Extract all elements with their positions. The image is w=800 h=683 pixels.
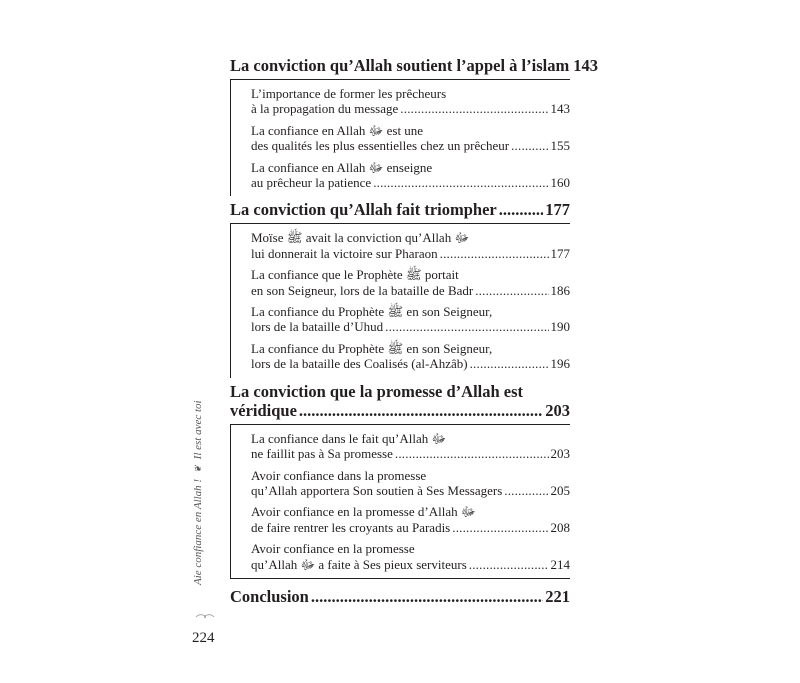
toc-section — [230, 52, 598, 196]
page-ref: 221 — [545, 586, 570, 606]
page-ref: 190 — [550, 319, 570, 335]
conclusion-entry[interactable] — [230, 578, 570, 606]
section-title[interactable] — [230, 196, 570, 223]
section-title-text: véridique — [230, 400, 297, 420]
page-ref: 208 — [550, 519, 570, 535]
page-number: 224 — [192, 630, 215, 646]
toc-section — [230, 378, 570, 578]
page-ref: 155 — [550, 138, 570, 154]
toc-entry[interactable]: La confiance du Prophète ﷺ en son Seigneur, lors de la bataille d’Uhud ..... 190 — [251, 304, 570, 335]
toc-entry[interactable]: La confiance du Prophète ﷺ en son Seigneur, lors de la bataille des Coalisés (al-Ahzâb) ..... 196 — [251, 341, 570, 372]
page-ref: 177 — [550, 245, 570, 261]
toc-entry[interactable]: Moïse ﷺ avait la conviction qu’Allah ﷻ lui donnerait la victoire sur Pharaon ..... 177 — [251, 230, 570, 261]
section-title[interactable] — [230, 52, 598, 79]
section-entries — [230, 223, 570, 377]
toc-entry[interactable]: Avoir confiance dans la promesse qu’Allah apportera Son soutien à Ses Messagers ..... 205 — [251, 468, 570, 499]
toc-entry[interactable]: La confiance que le Prophète ﷺ portait en son Seigneur, lors de la bataille de Badr ..... 186 — [251, 267, 570, 298]
fleuron-icon: ❦ — [193, 465, 203, 473]
toc-entry[interactable]: Avoir confiance en la promesse qu’Allah ﷻ a faite à Ses pieux serviteurs ..... 214 — [251, 541, 570, 572]
toc-entry[interactable]: La confiance en Allah ﷻ enseigne au prêcheur la patience ..... 160 — [251, 160, 570, 191]
ornament-icon — [195, 612, 215, 620]
running-header — [192, 400, 204, 585]
page-ref: 196 — [550, 356, 570, 372]
toc-section — [230, 196, 570, 377]
running-header-left: Aie confiance en Allah ! — [192, 478, 204, 585]
page-ref: 186 — [550, 282, 570, 298]
section-entries — [230, 424, 570, 578]
section-title-text: La conviction qu’Allah fait triompher — [230, 200, 497, 220]
toc-entry[interactable]: Avoir confiance en la promesse d’Allah ﷻ de faire rentrer les croyants au Paradis ..... 208 — [251, 504, 570, 535]
page-ref: 214 — [550, 556, 570, 572]
toc-entry[interactable]: L’importance de former les prêcheurs à la propagation du message ..... 143 — [251, 86, 570, 117]
page-ref: 143 — [550, 101, 570, 117]
page-ref: 177 — [545, 200, 570, 220]
page-ref: 203 — [545, 400, 570, 420]
toc-entry[interactable]: La confiance dans le fait qu’Allah ﷻ ne faillit pas à Sa promesse ..... 203 — [251, 431, 570, 462]
page-ref: 143 — [573, 56, 598, 75]
conclusion-title: Conclusion — [230, 586, 309, 606]
page-ref: 205 — [550, 482, 570, 498]
section-entries — [230, 79, 570, 196]
running-header-right: Il est avec toi — [192, 400, 204, 460]
page-ref: 203 — [550, 446, 570, 462]
section-title-text: La conviction qu’Allah soutient l’appel à l’islam — [230, 56, 570, 75]
page-ref: 160 — [550, 175, 570, 191]
table-of-contents — [230, 52, 598, 606]
section-title[interactable] — [230, 378, 570, 424]
section-title-text: La conviction que la promesse d’Allah est — [230, 381, 524, 401]
toc-entry[interactable]: La confiance en Allah ﷻ est une des qualités les plus essentielles chez un prêcheur ..... 155 — [251, 123, 570, 154]
